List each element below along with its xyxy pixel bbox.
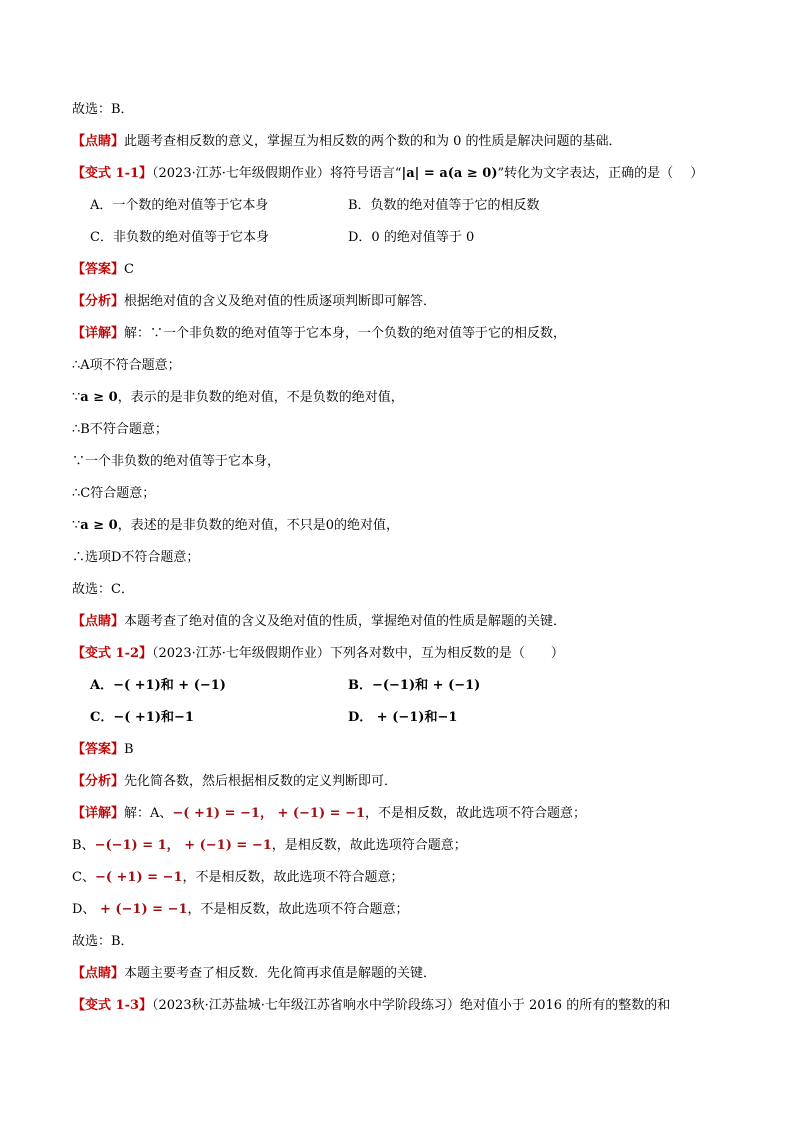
analysis-line: 【分析】先化简各数，然后根据相反数的定义判断即可．	[72, 774, 398, 789]
variant-tag: 【变式 1-2】	[72, 646, 153, 661]
text-line: ∴B不符合题意；	[72, 422, 168, 437]
comment-tag: 【点睛】	[72, 134, 125, 149]
option-d: D． + (−1)和−1	[348, 710, 458, 725]
text-line: ∴C符合题意；	[72, 486, 156, 501]
text-line: B、−(−1) = 1， + (−1) = −1，是相反数，故此选项符合题意；	[72, 838, 467, 853]
option-a: A．一个数的绝对值等于它本身	[90, 198, 269, 213]
text-line: ∵一个非负数的绝对值等于它本身，	[72, 454, 281, 469]
text-line: ∴选项D不符合题意；	[72, 550, 200, 565]
text-line: 故选：B．	[72, 102, 134, 117]
text-line: ∵a ≥ 0，表示的是非负数的绝对值，不是负数的绝对值，	[72, 390, 404, 405]
math-expression: |a| = a(a ≥ 0)	[401, 166, 498, 181]
analysis-line: 【分析】根据绝对值的含义及绝对值的性质逐项判断即可解答．	[72, 294, 437, 309]
text-line: C、−( +1) = −1，不是相反数，故此选项不符合题意；	[72, 870, 404, 885]
text-line: 故选：C．	[72, 582, 134, 597]
option-c: C．−( +1)和−1	[90, 710, 194, 725]
option-d: D．0 的绝对值等于 0	[348, 230, 475, 245]
question-line: 【变式 1-2】（2023·江苏·七年级假期作业）下列各对数中，互为相反数的是（ ）	[72, 646, 564, 661]
option-b: B．−(−1)和 + (−1)	[348, 678, 481, 693]
detail-line: 【详解】解：∵一个非负数的绝对值等于它本身，一个负数的绝对值等于它的相反数，	[72, 326, 567, 341]
variant-tag: 【变式 1-3】	[72, 998, 153, 1013]
variant-tag: 【变式 1-1】	[72, 166, 153, 181]
text-line: ∴A项不符合题意；	[72, 358, 181, 373]
comment-line: 【点睛】此题考查相反数的意义，掌握互为相反数的两个数的和为 0 的性质是解决问题的基础．	[72, 134, 622, 149]
answer-line: 【答案】C	[72, 262, 134, 277]
detail-line: 【详解】解：A、−( +1) = −1， + (−1) = −1，不是相反数，故此选项不符合题意；	[72, 806, 587, 821]
option-b: B．负数的绝对值等于它的相反数	[348, 198, 540, 213]
question-line: 【变式 1-1】（2023·江苏·七年级假期作业）将符号语言“|a| = a(a ≥ 0)”转化为文字表达，正确的是（ ）	[72, 166, 704, 181]
question-line: 【变式 1-3】（2023秋·江苏盐城·七年级江苏省响水中学阶段练习）绝对值小于 2016 的所有的整数的和	[72, 998, 671, 1013]
answer-line: 【答案】B	[72, 742, 134, 757]
text-line: D、 + (−1) = −1，不是相反数，故此选项不符合题意；	[72, 902, 409, 917]
comment-line: 【点睛】本题考查了绝对值的含义及绝对值的性质，掌握绝对值的性质是解题的关键．	[72, 614, 567, 629]
option-c: C．非负数的绝对值等于它本身	[90, 230, 269, 245]
text-line: ∵a ≥ 0，表述的是非负数的绝对值，不只是0的绝对值，	[72, 518, 399, 533]
option-a: A．−( +1)和 + (−1)	[90, 678, 226, 693]
comment-line: 【点睛】本题主要考查了相反数．先化简再求值是解题的关键．	[72, 966, 437, 981]
text-line: 故选：B．	[72, 934, 134, 949]
